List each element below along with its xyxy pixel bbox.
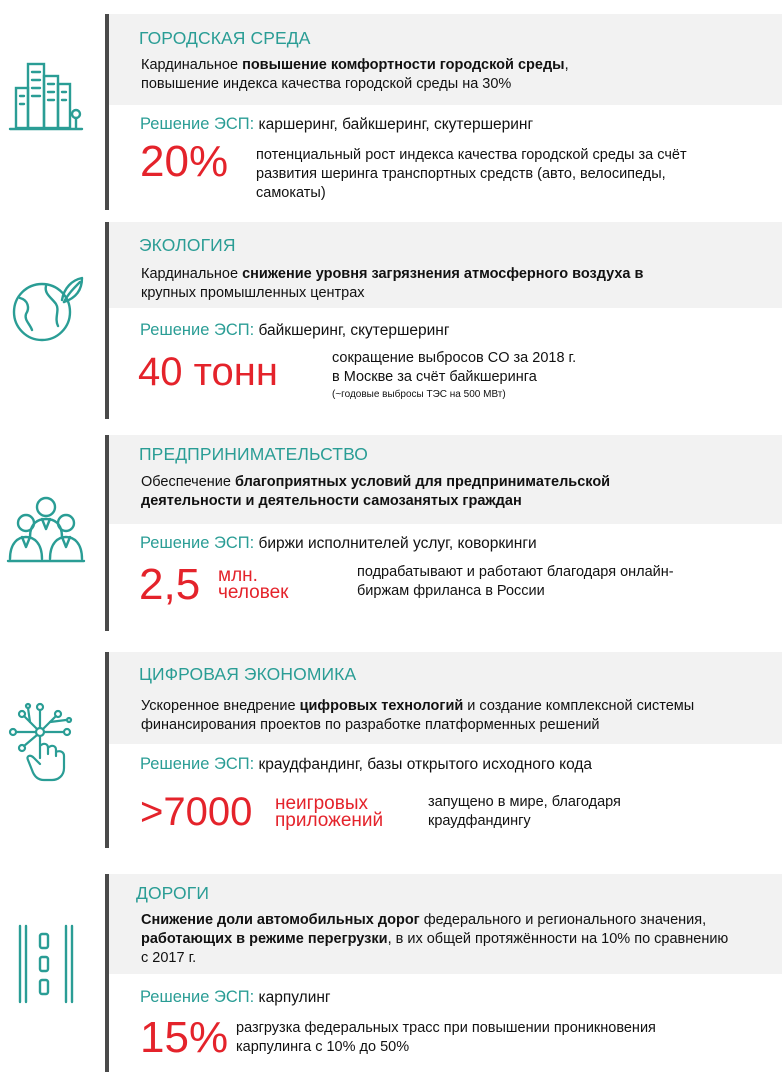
people-group-icon: [6, 489, 86, 569]
key-figure: 20%: [140, 137, 229, 186]
section-goal: Кардинальное повышение комфортности городской среды, повышение индекса качества городской среды на 30%: [141, 57, 569, 92]
solution-line: [140, 115, 533, 134]
section-header: [109, 14, 782, 105]
section-header: [109, 222, 782, 308]
figure-description: сокращение выбросов CO за 2018 г. в Москве за счёт байкшеринга: [332, 350, 577, 385]
section-header: [109, 874, 782, 974]
section-title: ГОРОДСКАЯ СРЕДА: [139, 28, 311, 48]
section-goal: Ускоренное внедрение цифровых технологий и создание комплексной системы финансирования проектов по разработке платформенных решений: [141, 698, 695, 733]
figure-footnote: (~годовые выбросы ТЭС на 500 МВт): [332, 389, 506, 400]
solution-line: [140, 755, 592, 774]
figure-unit: неигровых приложений: [275, 793, 384, 831]
section-goal: Снижение доли автомобильных дорог федерального и регионального значения, работающих в режиме перегрузки, в их общей протяжённости на 10% по сравнению с 2017 г.: [141, 912, 729, 966]
key-figure: 2,5: [139, 560, 201, 609]
section-header: [109, 652, 782, 744]
section-title: ПРЕДПРИНИМАТЕЛЬСТВО: [139, 444, 368, 464]
section-goal: Обеспечение благоприятных условий для предпринимательской деятельности и деятельности самозанятых граждан: [141, 474, 611, 509]
solution-label: Решение ЭСП:: [140, 534, 255, 552]
solution-text: каршеринг, байкшеринг, скутершеринг: [258, 116, 534, 133]
section-title: ДОРОГИ: [136, 883, 210, 903]
figure-description: потенциальный рост индекса качества городской среды за счёт развития шеринга транспортных средств (авто, велосипеды, самокаты): [256, 147, 687, 201]
key-figure: >7000: [140, 790, 253, 834]
figure-description: разгрузка федеральных трасс при повышении проникновения карпулинга с 10% до 50%: [236, 1020, 656, 1055]
section-entrepreneurship: [0, 435, 782, 631]
globe-leaf-icon: [6, 268, 86, 348]
section-ecology: [0, 222, 782, 419]
section-title: ЭКОЛОГИЯ: [139, 235, 236, 255]
solution-line: [140, 321, 450, 340]
solution-label: Решение ЭСП:: [140, 321, 255, 339]
section-roads: [0, 874, 782, 1072]
road-lanes-icon: [6, 924, 86, 1004]
solution-line: [140, 534, 537, 553]
solution-text: биржи исполнителей услуг, коворкинги: [258, 535, 537, 552]
key-figure: 40 тонн: [138, 350, 278, 394]
key-figure: 15%: [140, 1013, 229, 1062]
solution-label: Решение ЭСП:: [140, 755, 255, 773]
city-buildings-icon: [6, 54, 86, 134]
solution-line: [140, 988, 331, 1007]
section-urban-environment: [0, 14, 782, 210]
figure-description: запущено в мире, благодаря краудфандингу: [428, 794, 621, 829]
section-digital-economy: [0, 652, 782, 848]
solution-text: байкшеринг, скутершеринг: [258, 322, 450, 339]
solution-label: Решение ЭСП:: [140, 988, 255, 1006]
figure-description: подрабатывают и работают благодаря онлайн- биржам фриланса в России: [357, 564, 674, 599]
solution-text: краудфандинг, базы открытого исходного кода: [258, 756, 593, 773]
solution-text: карпулинг: [258, 989, 331, 1006]
section-goal: Кардинальное снижение уровня загрязнения атмосферного воздуха в крупных промышленных центрах: [141, 266, 644, 301]
figure-unit: млн. человек: [218, 565, 289, 603]
digital-hand-network-icon: [6, 702, 86, 782]
section-title: ЦИФРОВАЯ ЭКОНОМИКА: [139, 664, 357, 684]
section-header: [109, 435, 782, 524]
solution-label: Решение ЭСП:: [140, 115, 255, 133]
